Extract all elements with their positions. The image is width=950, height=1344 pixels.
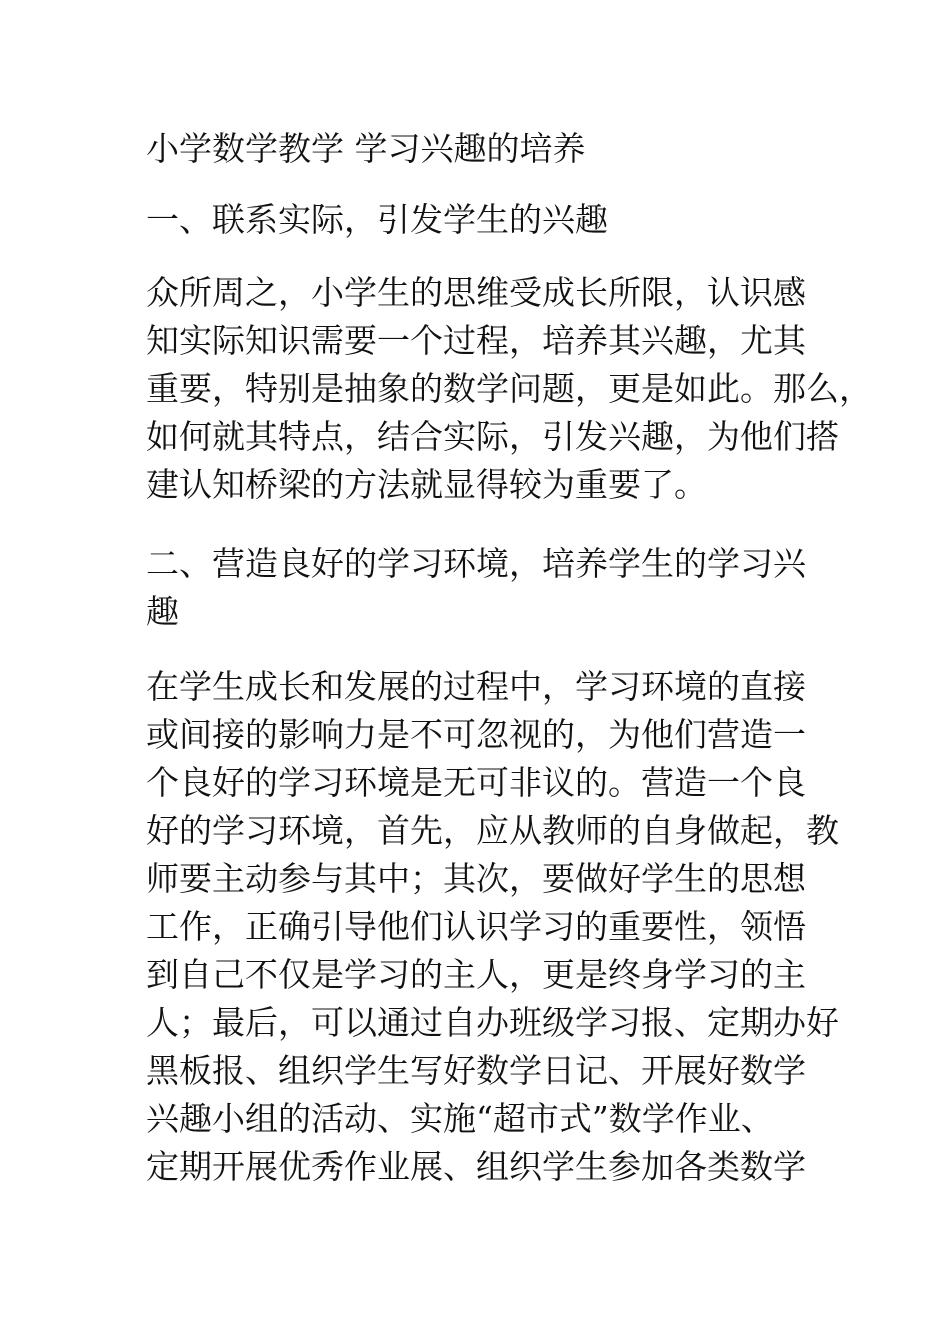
section2-heading (146, 540, 818, 636)
document-title (146, 125, 818, 173)
paragraph-line: 人；最后，可以通过自办班级学习报、定期办好 (146, 1003, 839, 1042)
paragraph-line: 到自己不仅是学习的主人，更是终身学习的主 (146, 955, 806, 994)
paragraph-line: 黑板报、组织学生写好数学日记、开展好数学 (146, 1051, 806, 1090)
section1-heading-line: 一、联系实际，引发学生的兴趣 (146, 200, 608, 239)
paragraph-line: 工作，正确引导他们认识学习的重要性，领悟 (146, 907, 806, 946)
paragraph-line: 或间接的影响力是不可忽视的，为他们营造一 (146, 715, 806, 754)
paragraph-line: 建认知桥梁的方法就显得较为重要了。 (146, 465, 707, 504)
section1-heading (146, 196, 818, 244)
paragraph-line: 知实际知识需要一个过程，培养其兴趣，尤其 (146, 321, 806, 360)
paragraph-line: 重要，特别是抽象的数学问题，更是如此。那么， (146, 369, 872, 408)
section2-heading-line: 趣 (146, 592, 179, 631)
paragraph-line: 如何就其特点，结合实际，引发兴趣，为他们搭 (146, 417, 839, 456)
section2-paragraph (146, 663, 839, 1191)
paragraph-line: 个良好的学习环境是无可非议的。营造一个良 (146, 763, 806, 802)
paragraph-line: 好的学习环境，首先，应从教师的自身做起，教 (146, 811, 839, 850)
section2-heading-line: 二、营造良好的学习环境，培养学生的学习兴 (146, 544, 806, 583)
paragraph-line: 在学生成长和发展的过程中，学习环境的直接 (146, 667, 806, 706)
title-line: 小学数学教学 学习兴趣的培养 (146, 129, 586, 168)
paragraph-line: 众所周之，小学生的思维受成长所限，认识感 (146, 273, 806, 312)
paragraph-line: 师要主动参与其中；其次，要做好学生的思想 (146, 859, 806, 898)
paragraph-line: 兴趣小组的活动、实施“超市式”数学作业、 (146, 1099, 774, 1138)
section1-paragraph (146, 269, 872, 509)
paragraph-line: 定期开展优秀作业展、组织学生参加各类数学 (146, 1147, 806, 1186)
